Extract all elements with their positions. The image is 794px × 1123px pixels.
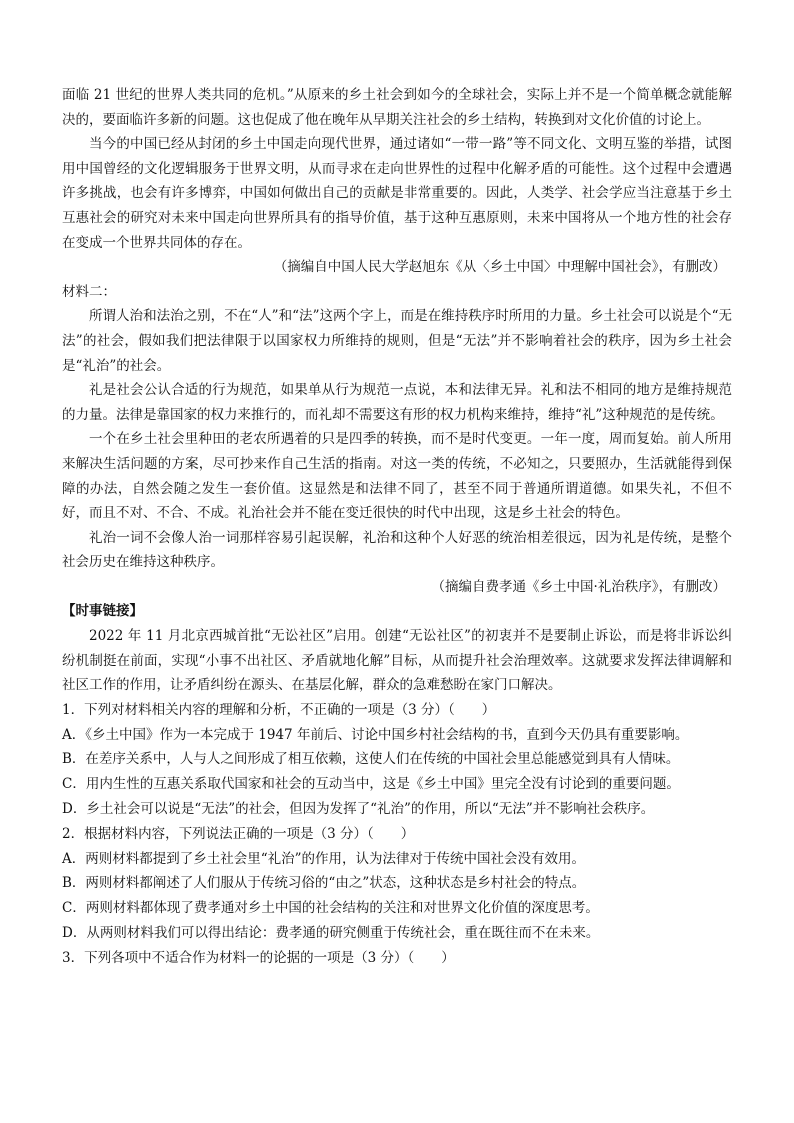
news-link-label: 【时事链接】 bbox=[62, 603, 143, 620]
question-stem: 3．下列各项中不适合作为材料一的论据的一项是（3 分）（ ） bbox=[62, 949, 455, 966]
option-a: A．《乡土中国》作为一本完成于 1947 年前后、讨论中国乡村社会结构的书，直到今天仍具有重要影响。 bbox=[62, 726, 689, 743]
question-stem: 2．根据材料内容，下列说法正确的一项是（3 分）（ ） bbox=[62, 825, 415, 842]
material-two-paragraph: 礼是社会公认合适的行为规范，如果单从行为规范一点说，本和法律无异。礼和法不相同的地方是维持规范的力量。法律是靠国家的权力来推行的，而礼却不需要这有形的权力机构来维持，维持“礼”这种规范的是传统。 bbox=[62, 382, 732, 423]
option-d: D．从两则材料我们可以得出结论：费孝通的研究侧重于传统社会，重在既往而不在未来。 bbox=[62, 925, 600, 942]
option-a: A．两则材料都提到了乡土社会里“礼治”的作用，认为法律对于传统中国社会没有效用。 bbox=[62, 850, 586, 867]
option-b: B．两则材料都阐述了人们服从于传统习俗的“由之”状态，这种状态是乡村社会的特点。 bbox=[62, 875, 586, 892]
material-two-paragraph: 所谓人治和法治之别，不在“人”和“法”这两个字上，而是在维持秩序时所用的力量。乡土社会可以说是个“无法”的社会，假如我们把法律限于以国家权力所维持的规则，但是“无法”并不影响着社会的秩序，因为乡土社会是“礼治”的社会。 bbox=[62, 308, 732, 374]
question-3 bbox=[62, 946, 732, 971]
exam-page bbox=[62, 83, 732, 971]
question-1 bbox=[62, 698, 732, 822]
option-c: C．两则材料都体现了费孝通对乡土中国的社会结构的关注和对世界文化价值的深度思考。 bbox=[62, 900, 599, 917]
material-two-paragraph: 一个在乡土社会里种田的老农所遇着的只是四季的转换，而不是时代变更。一年一度，周而复始。前人所用来解决生活问题的方案，尽可抄来作自己生活的指南。对这一类的传统，不必知之，只要照办，生活就能得到保障的办法，自然会随之发生一套价值。这显然是和法律不同了，甚至不同于普通所谓道德。如果失礼，不但不好，而且不对、不合、不成。礼治社会并不能在变迁很快的时代中出现，这是乡土社会的特色。 bbox=[62, 431, 732, 522]
option-d: D．乡土社会可以说是“无法”的社会，但因为发挥了“礼治”的作用，所以“无法”并不影响社会秩序。 bbox=[62, 801, 655, 818]
question-2 bbox=[62, 822, 732, 946]
source-citation: （摘编自费孝通《乡土中国·礼治秩序》，有删改） bbox=[431, 578, 726, 595]
material-one-paragraph: 当今的中国已经从封闭的乡土中国走向现代世界，通过诸如“一带一路”等不同文化、文明互鉴的举措，试图用中国曾经的文化逻辑服务于世界文明，从而寻求在走向世界性的过程中化解矛盾的可能性。这个过程中会遭遇许多挑战，也会有许多博弈，中国如何做出自己的贡献是非常重要的。因此，人类学、社会学应当注意基于乡土互惠社会的研究对未来中国走向世界所具有的指导价值，基于这种互惠原则，未来中国将从一个地方性的社会存在变成一个世界共同体的存在。 bbox=[62, 136, 732, 251]
material-one-paragraph: 面临 21 世纪的世界人类共同的危机。”从原来的乡土社会到如今的全球社会，实际上并不是一个简单概念就能解决的，要面临许多新的问题。这也促成了他在晚年从早期关注社会的乡土结构，转换到对文化价值的讨论上。 bbox=[62, 87, 732, 128]
material-two-label: 材料二： bbox=[62, 283, 116, 300]
option-b: B．在差序关系中，人与人之间形成了相互依赖，这使人们在传统的中国社会里总能感觉到具有人情味。 bbox=[62, 751, 680, 768]
material-two-paragraph: 礼治一词不会像人治一词那样容易引起误解，礼治和这种个人好恶的统治相差很远，因为礼是传统，是整个社会历史在维持这种秩序。 bbox=[62, 529, 732, 571]
question-stem: 1．下列对材料相关内容的理解和分析，不正确的一项是（3 分）（ ） bbox=[62, 701, 496, 718]
news-link-paragraph: 2022 年 11 月北京西城首批“无讼社区”启用。创建“无讼社区”的初衷并不是要制止诉讼，而是将非诉讼纠纷机制挺在前面，实现“小事不出社区、矛盾就地化解”目标，从而提升社会治理效率。这就要求发挥法律调解和社区工作的作用，让矛盾纠纷在源头、在基层化解，群众的急难愁盼在家门口解决。 bbox=[62, 628, 732, 694]
source-citation: （摘编自中国人民大学赵旭东《从〈乡土中国〉中理解中国社会》，有删改） bbox=[273, 259, 726, 276]
option-c: C．用内生性的互惠关系取代国家和社会的互动当中，这是《乡土中国》里完全没有讨论到的重要问题。 bbox=[62, 776, 680, 793]
